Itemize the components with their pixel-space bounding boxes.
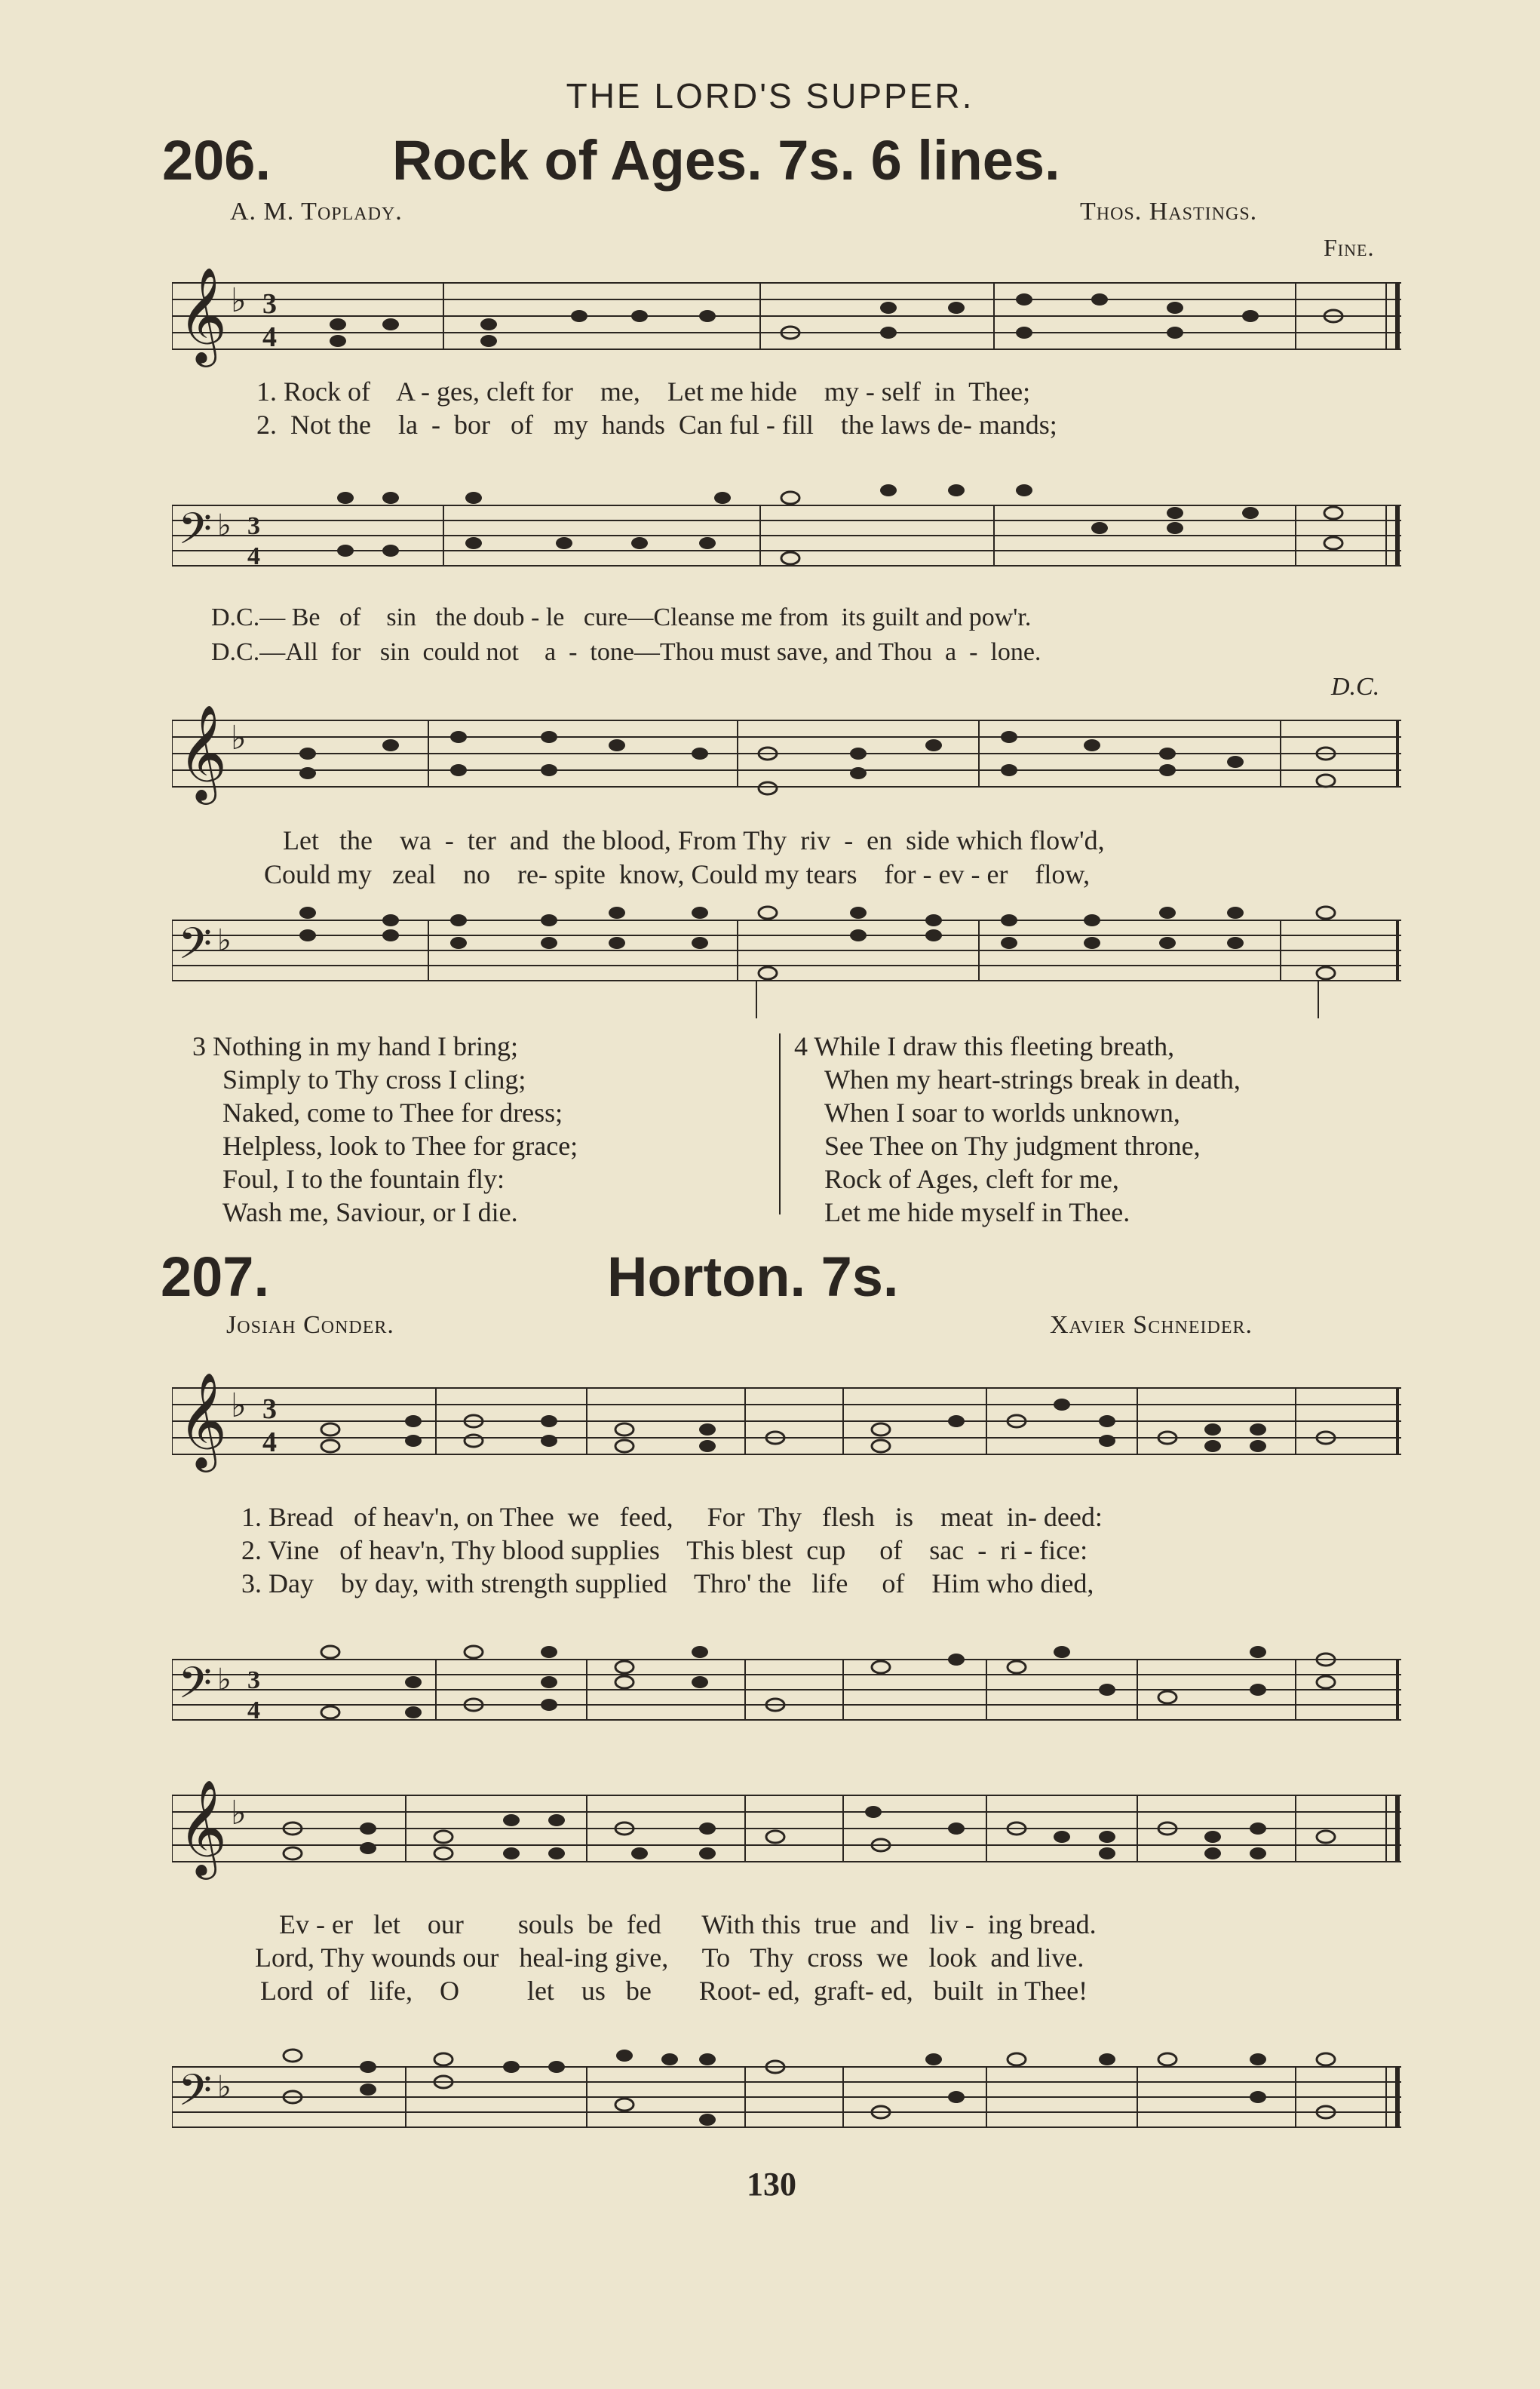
verse-line: Wash me, Saviour, or I die. [222,1197,518,1227]
hymn-206-bass-staff-2 [172,890,1401,1018]
verse-line: Rock of Ages, cleft for me, [824,1164,1119,1194]
hymn-206-lyric-line: Could my zeal no re- spite know, Could my tears for - ev - er flow, [264,859,1091,889]
hymn-207-composer: Xavier Schneider. [1050,1311,1253,1339]
verse-line: 3 Nothing in my hand I bring; [192,1031,518,1061]
verse-line: When my heart-strings break in death, [824,1064,1241,1095]
svg-text:𝄢: 𝄢 [178,2068,213,2126]
verse-line: Helpless, look to Thee for grace; [222,1131,578,1161]
svg-text:𝄞: 𝄞 [178,268,228,363]
svg-text:♭: ♭ [231,720,247,757]
verse-line: Let me hide myself in Thee. [824,1197,1130,1227]
svg-text:𝄞: 𝄞 [178,707,228,799]
hymn-206-verse-3 [192,1030,578,1229]
hymn-207-lyric-line: 1. Bread of heav'n, on Thee we feed, For Thy flesh is meat in- deed: [241,1502,1103,1532]
svg-text:4: 4 [247,542,260,570]
hymn-206-bass-staff-1 [172,468,1401,581]
svg-text:𝄞: 𝄞 [178,1374,228,1466]
hymn-207-lyric-line: Lord, Thy wounds our heal-ing give, To Thy cross we look and live. [255,1942,1084,1973]
hymn-206-number: 206. [162,129,271,192]
svg-text:3: 3 [247,512,260,540]
svg-text:♭: ♭ [231,1387,247,1424]
hymn-207-treble-staff-1 [172,1365,1401,1479]
hymn-206-title: Rock of Ages. 7s. 6 lines. [392,129,1060,192]
hymn-207-treble-staff-2 [172,1765,1401,1886]
hymn-207-lyric-line: Lord of life, O let us be Root- ed, graft- ed, built in Thee! [260,1976,1088,2006]
hymn-206-lyric-line: 2. Not the la - bor of my hands Can ful - fill the laws de- mands; [256,410,1057,440]
hymn-206-treble-staff-2 [172,698,1401,811]
svg-text:𝄢: 𝄢 [178,921,213,979]
verse-divider [779,1033,781,1214]
dc-marker: D.C. [1331,673,1380,701]
verse-line: See Thee on Thy judgment throne, [824,1131,1201,1161]
hymn-207-lyric-line: 2. Vine of heav'n, Thy blood supplies This blest cup of sac - ri - fice: [241,1535,1088,1565]
page-number: 130 [747,2166,796,2203]
hymn-207-lyric-line: Ev - er let our souls be fed With this true and liv - ing bread. [279,1909,1097,1939]
section-header: THE LORD'S SUPPER. [566,76,974,115]
svg-text:♭: ♭ [217,1663,232,1697]
hymn-207-lyric-line: 3. Day by day, with strength supplied Thro' the life of Him who died, [241,1568,1094,1598]
hymn-207-bass-staff-1 [172,1622,1401,1750]
svg-text:♭: ♭ [217,2070,232,2104]
hymn-206-lyric-line: Let the wa - ter and the blood, From Thy riv - en side which flow'd, [283,825,1105,855]
hymn-206-author: A. M. Toplady. [230,198,403,226]
hymn-206-dc-lyric: D.C.—All for sin could not a - tone—Thou must save, and Thou a - lone. [211,638,1041,666]
hymn-206-composer: Thos. Hastings. [1080,198,1258,226]
svg-text:𝄞: 𝄞 [178,1782,228,1874]
svg-text:3: 3 [247,1666,260,1694]
hymn-206-treble-staff-1 [172,268,1401,373]
svg-text:♭: ♭ [217,923,232,957]
svg-text:4: 4 [262,1426,277,1458]
svg-text:3: 3 [262,1393,277,1425]
hymn-206-lyric-line: 1. Rock of A - ges, cleft for me, Let me hide my - self in Thee; [256,376,1031,407]
svg-text:3: 3 [262,288,277,320]
verse-line: 4 While I draw this fleeting breath, [794,1031,1175,1061]
hymn-207-bass-staff-2 [172,2022,1401,2165]
hymn-206-dc-lyric: D.C.— Be of sin the doub - le cure—Cleanse me from its guilt and pow'r. [211,603,1032,631]
hymn-207-title: Horton. 7s. [607,1245,899,1308]
svg-text:𝄢: 𝄢 [178,506,213,564]
verse-line: Foul, I to the fountain fly: [222,1164,505,1194]
svg-text:♭: ♭ [231,282,247,319]
svg-text:4: 4 [247,1697,260,1724]
svg-text:𝄢: 𝄢 [178,1660,213,1718]
svg-text:♭: ♭ [231,1795,247,1832]
svg-text:4: 4 [262,321,277,353]
verse-line: Simply to Thy cross I cling; [222,1064,526,1095]
verse-line: When I soar to worlds unknown, [824,1098,1180,1128]
fine-marker: Fine. [1324,234,1375,261]
hymn-206-verse-4 [794,1030,1241,1229]
hymn-207-author: Josiah Conder. [226,1311,394,1339]
verse-line: Naked, come to Thee for dress; [222,1098,563,1128]
hymn-207-number: 207. [161,1245,270,1308]
svg-text:♭: ♭ [217,508,232,542]
